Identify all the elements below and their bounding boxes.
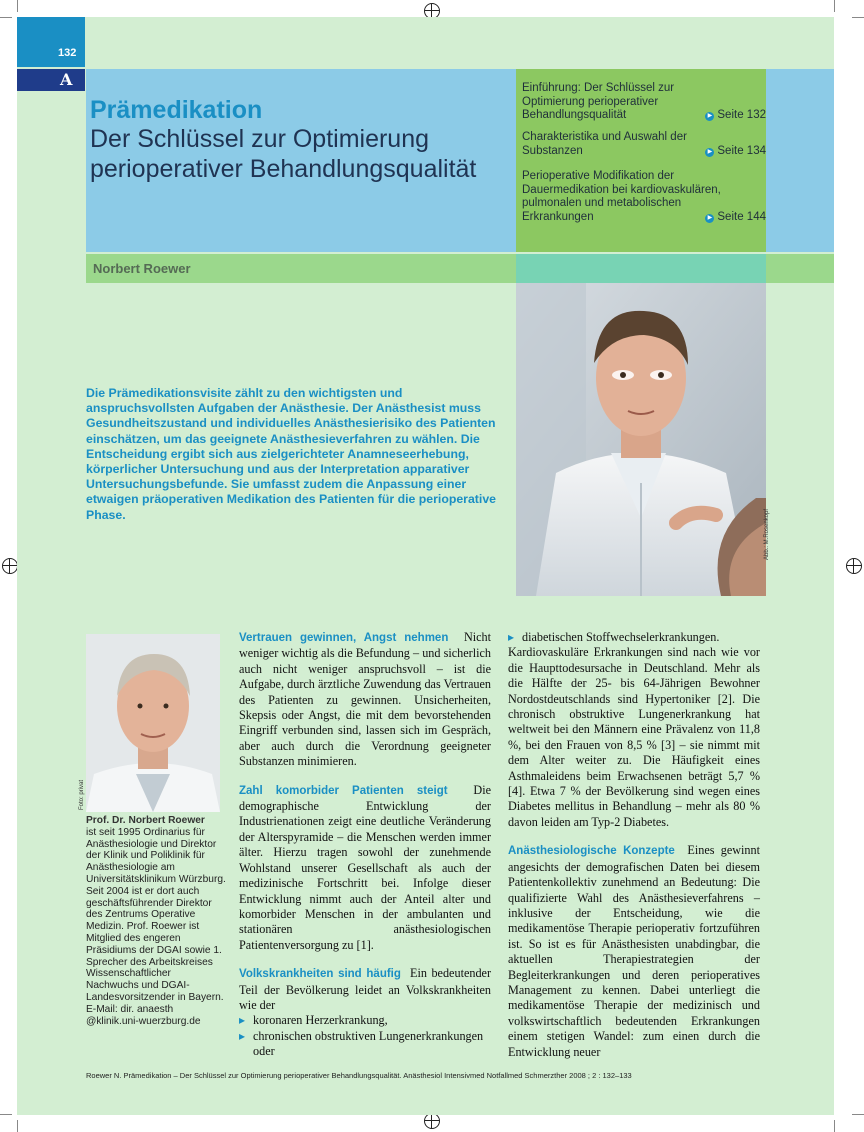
page-number: 132 [58, 47, 77, 59]
doctor-photo-image [516, 283, 766, 596]
doctor-photo [516, 283, 766, 596]
article-title: Prämedikation [90, 96, 263, 124]
page-number-box [17, 17, 85, 67]
paragraph: Vertrauen gewinnen, Angst nehmen Nicht weniger wichtig als die Befundung – und sicherlich auch nicht weniger anspruchsvoll – ist die Aufgabe, durch ärztliche Zuwendung das Vertrauen des Patienten zu gewinnen. Unsicherheiten, Skepsis oder Angst, die mit dem bevorstehenden Eingriff verbunden sind, lassen sich im Gespräch, aber auch durch die Verordnung geeigneter Substanzen minimieren. [239, 630, 492, 769]
crop-mark [17, 1120, 18, 1132]
paragraph-lead: Vertrauen gewinnen, Angst nehmen [239, 632, 449, 644]
paragraph-lead: Zahl komorbider Patienten steigt [239, 784, 448, 797]
crop-mark [852, 1114, 864, 1115]
arrow-right-icon: ▶ [705, 148, 714, 157]
toc-item[interactable] [522, 170, 766, 224]
paragraph-lead: Anästhesiologische Konzepte [508, 845, 675, 858]
crop-mark [852, 17, 864, 18]
toc-item-page: ▶ Seite 132 [705, 109, 766, 123]
bio-name: Prof. Dr. Norbert Roewer [86, 815, 205, 826]
paragraph-lead: Volkskrankheiten sind häufig [239, 968, 401, 981]
author-photo [86, 634, 220, 812]
crop-mark [17, 0, 18, 12]
toc-item-page: ▶ Seite 134 [705, 145, 766, 159]
crop-mark [0, 17, 12, 18]
toc-item-page: ▶ Seite 144 [705, 211, 766, 225]
arrow-right-icon: ▶ [705, 214, 714, 223]
registration-mark-right [846, 558, 862, 574]
citation-footer: Roewer N. Prämedikation – Der Schlüssel zur Optimierung perioperativer Behandlungsqualität. Anästhesiol Intensivmed Notfallmed Schmerzther 2008 ; 2 : 132–133 [86, 1071, 632, 1080]
crop-mark [0, 1114, 12, 1115]
toc-item-text: Charakteristika und Auswahl der Substanzen [522, 131, 687, 157]
paragraph: Volkskrankheiten sind häufig Ein bedeutender Teil der Bevölkerung leidet an Volkskrankheiten wie der [239, 966, 492, 1012]
registration-mark-bottom [424, 1113, 440, 1129]
body-column-1 [239, 630, 491, 1060]
section-letter: A [60, 70, 73, 89]
bio-text: ist seit 1995 Ordinarius für Anästhesiologie und Direktor der Klinik und Poliklinik für Anästhesiologie am Universitätsklinikum Würzburg. Seit 2004 ist er dort auch geschäftsführender Direktor des Zentrums Operative Medizin. Prof. Roewer ist Mitglied des engeren Präsidiums der DGAI sowie 1. Sprecher des Arbeitskreises Wissenschaftlicher Nachwuchs und DGAI-Landesvorsitzender in Bayern. E-Mail: dir. anaesth @klinik.uni-wuerzburg.de [86, 826, 226, 1027]
disease-list [239, 1013, 491, 1059]
crop-mark [834, 1120, 835, 1132]
author-photo-credit: Foto: privat [79, 779, 85, 810]
section-box [17, 69, 85, 91]
disease-list-continued [508, 630, 760, 645]
body-column-2 [508, 630, 760, 1073]
toc-item[interactable] [522, 131, 766, 158]
photo-credit: Abb.: M.Rosenkopf [764, 508, 770, 560]
paragraph: Anästhesiologische Konzepte Eines gewinnt angesichts der demografischen Daten bei diesem Patientenkollektiv zunehmend an Bedeutung: Die qualifizierte Wahl des Anästhesieverfahrens – inklusive der Entscheidung, wie die medikamentöse Therapie perioperativ fortzuführen ist. So ist es für Anästhesisten unabdingbar, die aktuellen Therapiestrategien der Begleiterkrankungen und deren perioperatives Management zu kennen. Dabei unterliegt die medikamentöse Therapie der medizinisch und volkswirtschaftlich bedeutenden Erkrankungen einem stetigen Wandel: zum einen durch die Entwicklung neuer [508, 843, 761, 1059]
arrow-right-icon: ▶ [705, 112, 714, 121]
paragraph: Kardiovaskuläre Erkrankungen sind nach wie vor die Haupttodesursache in Deutschland. Mehr als die Hälfte der 25- bis 64-Jährigen Bewohner Nordostdeutschlands sind Hypertoniker [2]. Die chronisch obstruktive Lungenerkrankung hat weltweit bei den Männern eine Prävalenz von 11,8 %, bei den Frauen von 8,5 % [3] – sie nimmt mit dem Alter weiter zu. Die Häufigkeit eines Asthmaleidens beim Erwachsenen beträgt 5,7 % [4]. Etwa 7 % der Bevölkerung sind wegen eines Diabetes mellitus in Behandlung – mehr als 80 % davon leiden am Typ-2 Diabetes. [508, 645, 760, 829]
accent-strip [516, 254, 766, 283]
author-bio [86, 815, 226, 1027]
crop-mark [834, 0, 835, 12]
list-item: ▸ koronaren Herzerkrankung, [239, 1013, 491, 1028]
registration-mark-left [2, 558, 18, 574]
toc-item[interactable] [522, 82, 766, 123]
toc-item-text: Perioperative Modifikation der Dauermedikation bei kardiovaskulären, pulmonalen und metabolischen Erkrankungen [522, 170, 721, 223]
author-name: Norbert Roewer [93, 261, 191, 276]
intro-text: Die Prämedikationsvisite zählt zu den wichtigsten und anspruchsvollsten Aufgaben der Anästhesie. Der Anästhesist muss Gesundheitszustand und individuelles Anästhesierisiko des Patienten einschätzen, um das geeignete Anästhesieverfahren zu wählen. Die Entscheidung ergibt sich aus zielgerichteter Anamneseerhebung, körperlicher Untersuchung und aus der Interpretation apparativer Untersuchungsbefunde. Sie umfasst zudem die Anpassung einer etwaigen präoperativen Medikation des Patienten für die perioperative Phase. [86, 386, 497, 522]
article-subtitle: Der Schlüssel zur Optimierung perioperativer Behandlungsqualität [90, 125, 477, 183]
author-portrait-image [86, 634, 220, 812]
list-item: ▸ diabetischen Stoffwechselerkrankungen. [508, 630, 760, 645]
paragraph: Zahl komorbider Patienten steigt Die demographische Entwicklung der Industrienationen zeigt eine deutliche Veränderung der Alterspyramide – die Menschen werden immer älter. Hierzu tragen sowohl der zunehmende Wohlstand unserer Gesellschaft als auch der medizinische Fortschritt bei. Infolge dieser Entwicklung nimmt auch der Anteil alter und komorbider Menschen in der ambulanten und stationären anästhesiologischen Patientenversorgung zu [1]. [239, 782, 491, 952]
toc-item-text: Einführung: Der Schlüssel zur Optimierung perioperativer Behandlungsqualität [522, 82, 675, 121]
list-item: ▸ chronischen obstruktiven Lungenerkrankungen oder [239, 1029, 491, 1060]
